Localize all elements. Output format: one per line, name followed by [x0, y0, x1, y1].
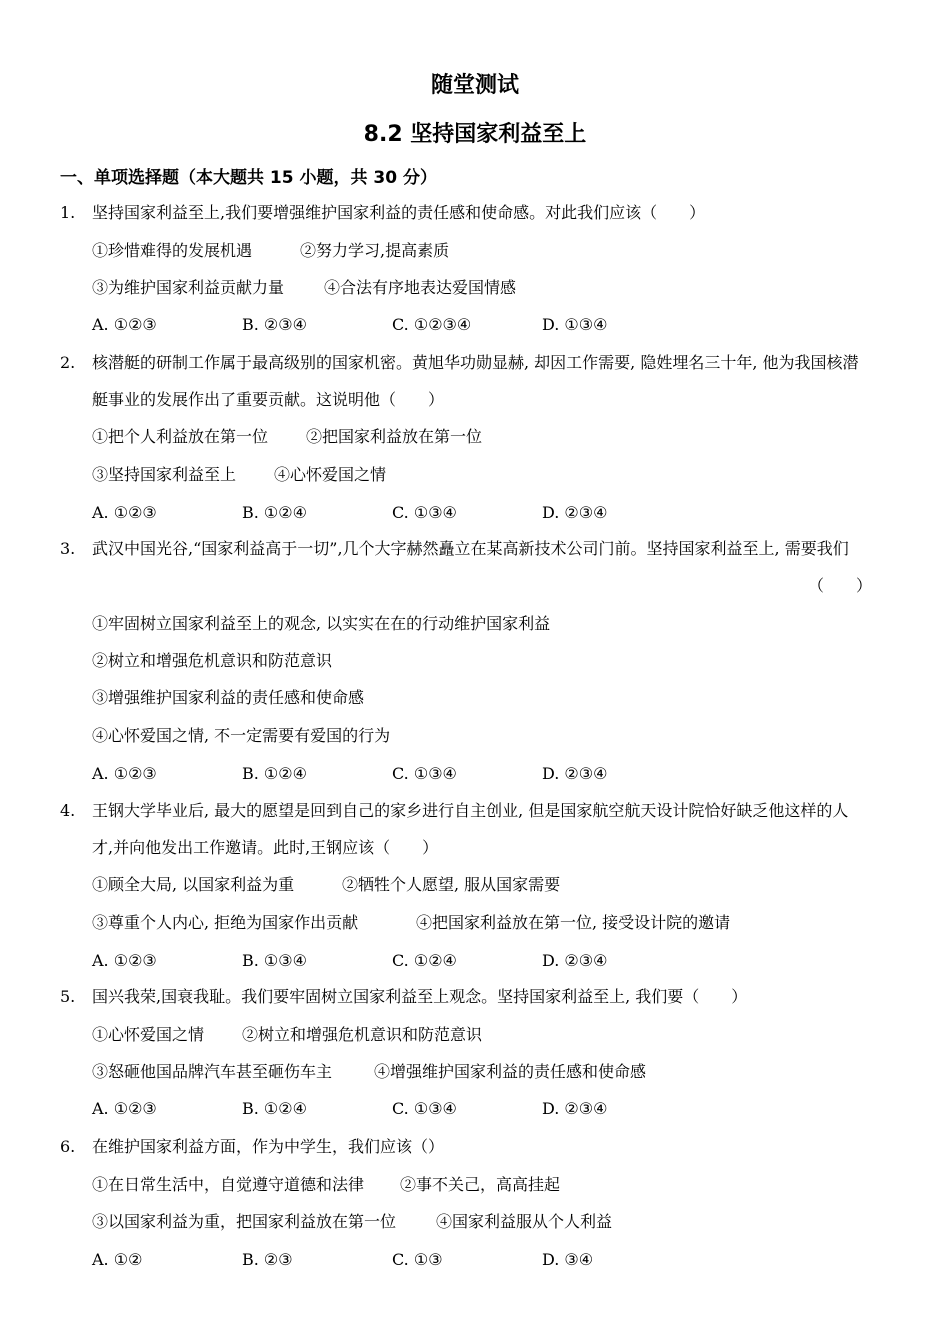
question-number: 5.: [60, 987, 76, 1006]
question-number: 4.: [60, 801, 76, 820]
statement-2: ②把国家利益放在第一位: [306, 427, 483, 446]
statement-3: ③增强维护国家利益的责任感和使命感: [92, 688, 365, 707]
option-d[interactable]: D. ③④: [542, 1250, 594, 1269]
statement-3: ③为维护国家利益贡献力量: [92, 278, 285, 297]
option-c[interactable]: C. ①③④: [392, 503, 457, 522]
page-title: 随堂测试: [430, 73, 519, 98]
option-a[interactable]: A. ①②③: [92, 764, 157, 783]
statement-2: ②努力学习,提高素质: [300, 241, 450, 260]
question-number: 3.: [60, 539, 76, 558]
question-stem: 武汉中国光谷,“国家利益高于一切”,几个大字赫然矗立在某高新技术公司门前。坚持国家利益至上, 需要我们: [92, 539, 849, 558]
answer-paren: （ ）: [808, 576, 873, 595]
question-stem: 王钢大学毕业后, 最大的愿望是回到自己的家乡进行自主创业, 但是国家航空航天设计院恰好缺乏他这样的人: [92, 801, 849, 820]
statement-3: ③尊重个人内心, 拒绝为国家作出贡献: [92, 913, 359, 932]
question-stem-cont: 才,并向他发出工作邀请。此时,王钢应该（ ）: [92, 838, 439, 857]
question-number: 2.: [60, 353, 76, 372]
option-c[interactable]: C. ①②③④: [392, 315, 472, 334]
option-b[interactable]: B. ①②④: [242, 503, 307, 522]
statement-1: ①把个人利益放在第一位: [92, 427, 269, 446]
option-b[interactable]: B. ①②④: [242, 1099, 307, 1118]
statement-1: ①牢固树立国家利益至上的观念, 以实实在在的行动维护国家利益: [92, 614, 551, 633]
option-b[interactable]: B. ②③: [242, 1250, 293, 1269]
statement-2: ②树立和增强危机意识和防范意识: [242, 1025, 483, 1044]
statement-1: ①顾全大局, 以国家利益为重: [92, 875, 295, 894]
lesson-title: 8.2 坚持国家利益至上: [363, 122, 587, 147]
question-stem: 核潜艇的研制工作属于最高级别的国家机密。黄旭华功勋显赫, 却因工作需要, 隐姓埋名三十年, 他为我国核潜: [92, 353, 859, 372]
statement-2: ②事不关己，高高挂起: [400, 1175, 561, 1194]
statement-1: ①珍惜难得的发展机遇: [92, 241, 253, 260]
statement-4: ④心怀爱国之情, 不一定需要有爱国的行为: [92, 726, 391, 745]
option-a[interactable]: A. ①②③: [92, 503, 157, 522]
question-number: 6.: [60, 1137, 76, 1156]
statement-4: ④合法有序地表达爱国情感: [324, 278, 517, 297]
option-c[interactable]: C. ①②④: [392, 951, 457, 970]
statement-4: ④增强维护国家利益的责任感和使命感: [374, 1062, 647, 1081]
statement-3: ③怒砸他国品牌汽车甚至砸伤车主: [92, 1062, 333, 1081]
statement-1: ①心怀爱国之情: [92, 1025, 205, 1044]
option-b[interactable]: B. ①②④: [242, 764, 307, 783]
option-c[interactable]: C. ①③④: [392, 764, 457, 783]
option-d[interactable]: D. ②③④: [542, 951, 608, 970]
statement-4: ④把国家利益放在第一位, 接受设计院的邀请: [416, 913, 731, 932]
option-c[interactable]: C. ①③④: [392, 1099, 457, 1118]
section-heading: 一、单项选择题（本大题共 15 小题，共 30 分）: [60, 168, 437, 188]
option-b[interactable]: B. ①③④: [242, 951, 307, 970]
question-stem: 国兴我荣,国衰我耻。我们要牢固树立国家利益至上观念。坚持国家利益至上, 我们要（ ）: [92, 987, 748, 1006]
question-number: 1.: [60, 203, 76, 222]
statement-3: ③以国家利益为重，把国家利益放在第一位: [92, 1212, 397, 1231]
option-d[interactable]: D. ①③④: [542, 315, 608, 334]
statement-3: ③坚持国家利益至上: [92, 465, 237, 484]
option-d[interactable]: D. ②③④: [542, 503, 608, 522]
statement-2: ②牺牲个人愿望, 服从国家需要: [342, 875, 561, 894]
option-a[interactable]: A. ①②: [92, 1250, 143, 1269]
statement-4: ④心怀爱国之情: [274, 465, 387, 484]
question-stem-cont: 艇事业的发展作出了重要贡献。这说明他（ ）: [92, 390, 445, 409]
statement-1: ①在日常生活中，自觉遵守道德和法律: [92, 1175, 365, 1194]
statement-2: ②树立和增强危机意识和防范意识: [92, 651, 333, 670]
option-d[interactable]: D. ②③④: [542, 1099, 608, 1118]
option-a[interactable]: A. ①②③: [92, 951, 157, 970]
statement-4: ④国家利益服从个人利益: [436, 1212, 613, 1231]
option-a[interactable]: A. ①②③: [92, 315, 157, 334]
option-c[interactable]: C. ①③: [392, 1250, 443, 1269]
option-a[interactable]: A. ①②③: [92, 1099, 157, 1118]
option-d[interactable]: D. ②③④: [542, 764, 608, 783]
question-stem: 在维护国家利益方面，作为中学生，我们应该（）: [92, 1137, 445, 1156]
option-b[interactable]: B. ②③④: [242, 315, 307, 334]
question-stem: 坚持国家利益至上,我们要增强维护国家利益的责任感和使命感。对此我们应该（ ）: [92, 203, 706, 222]
